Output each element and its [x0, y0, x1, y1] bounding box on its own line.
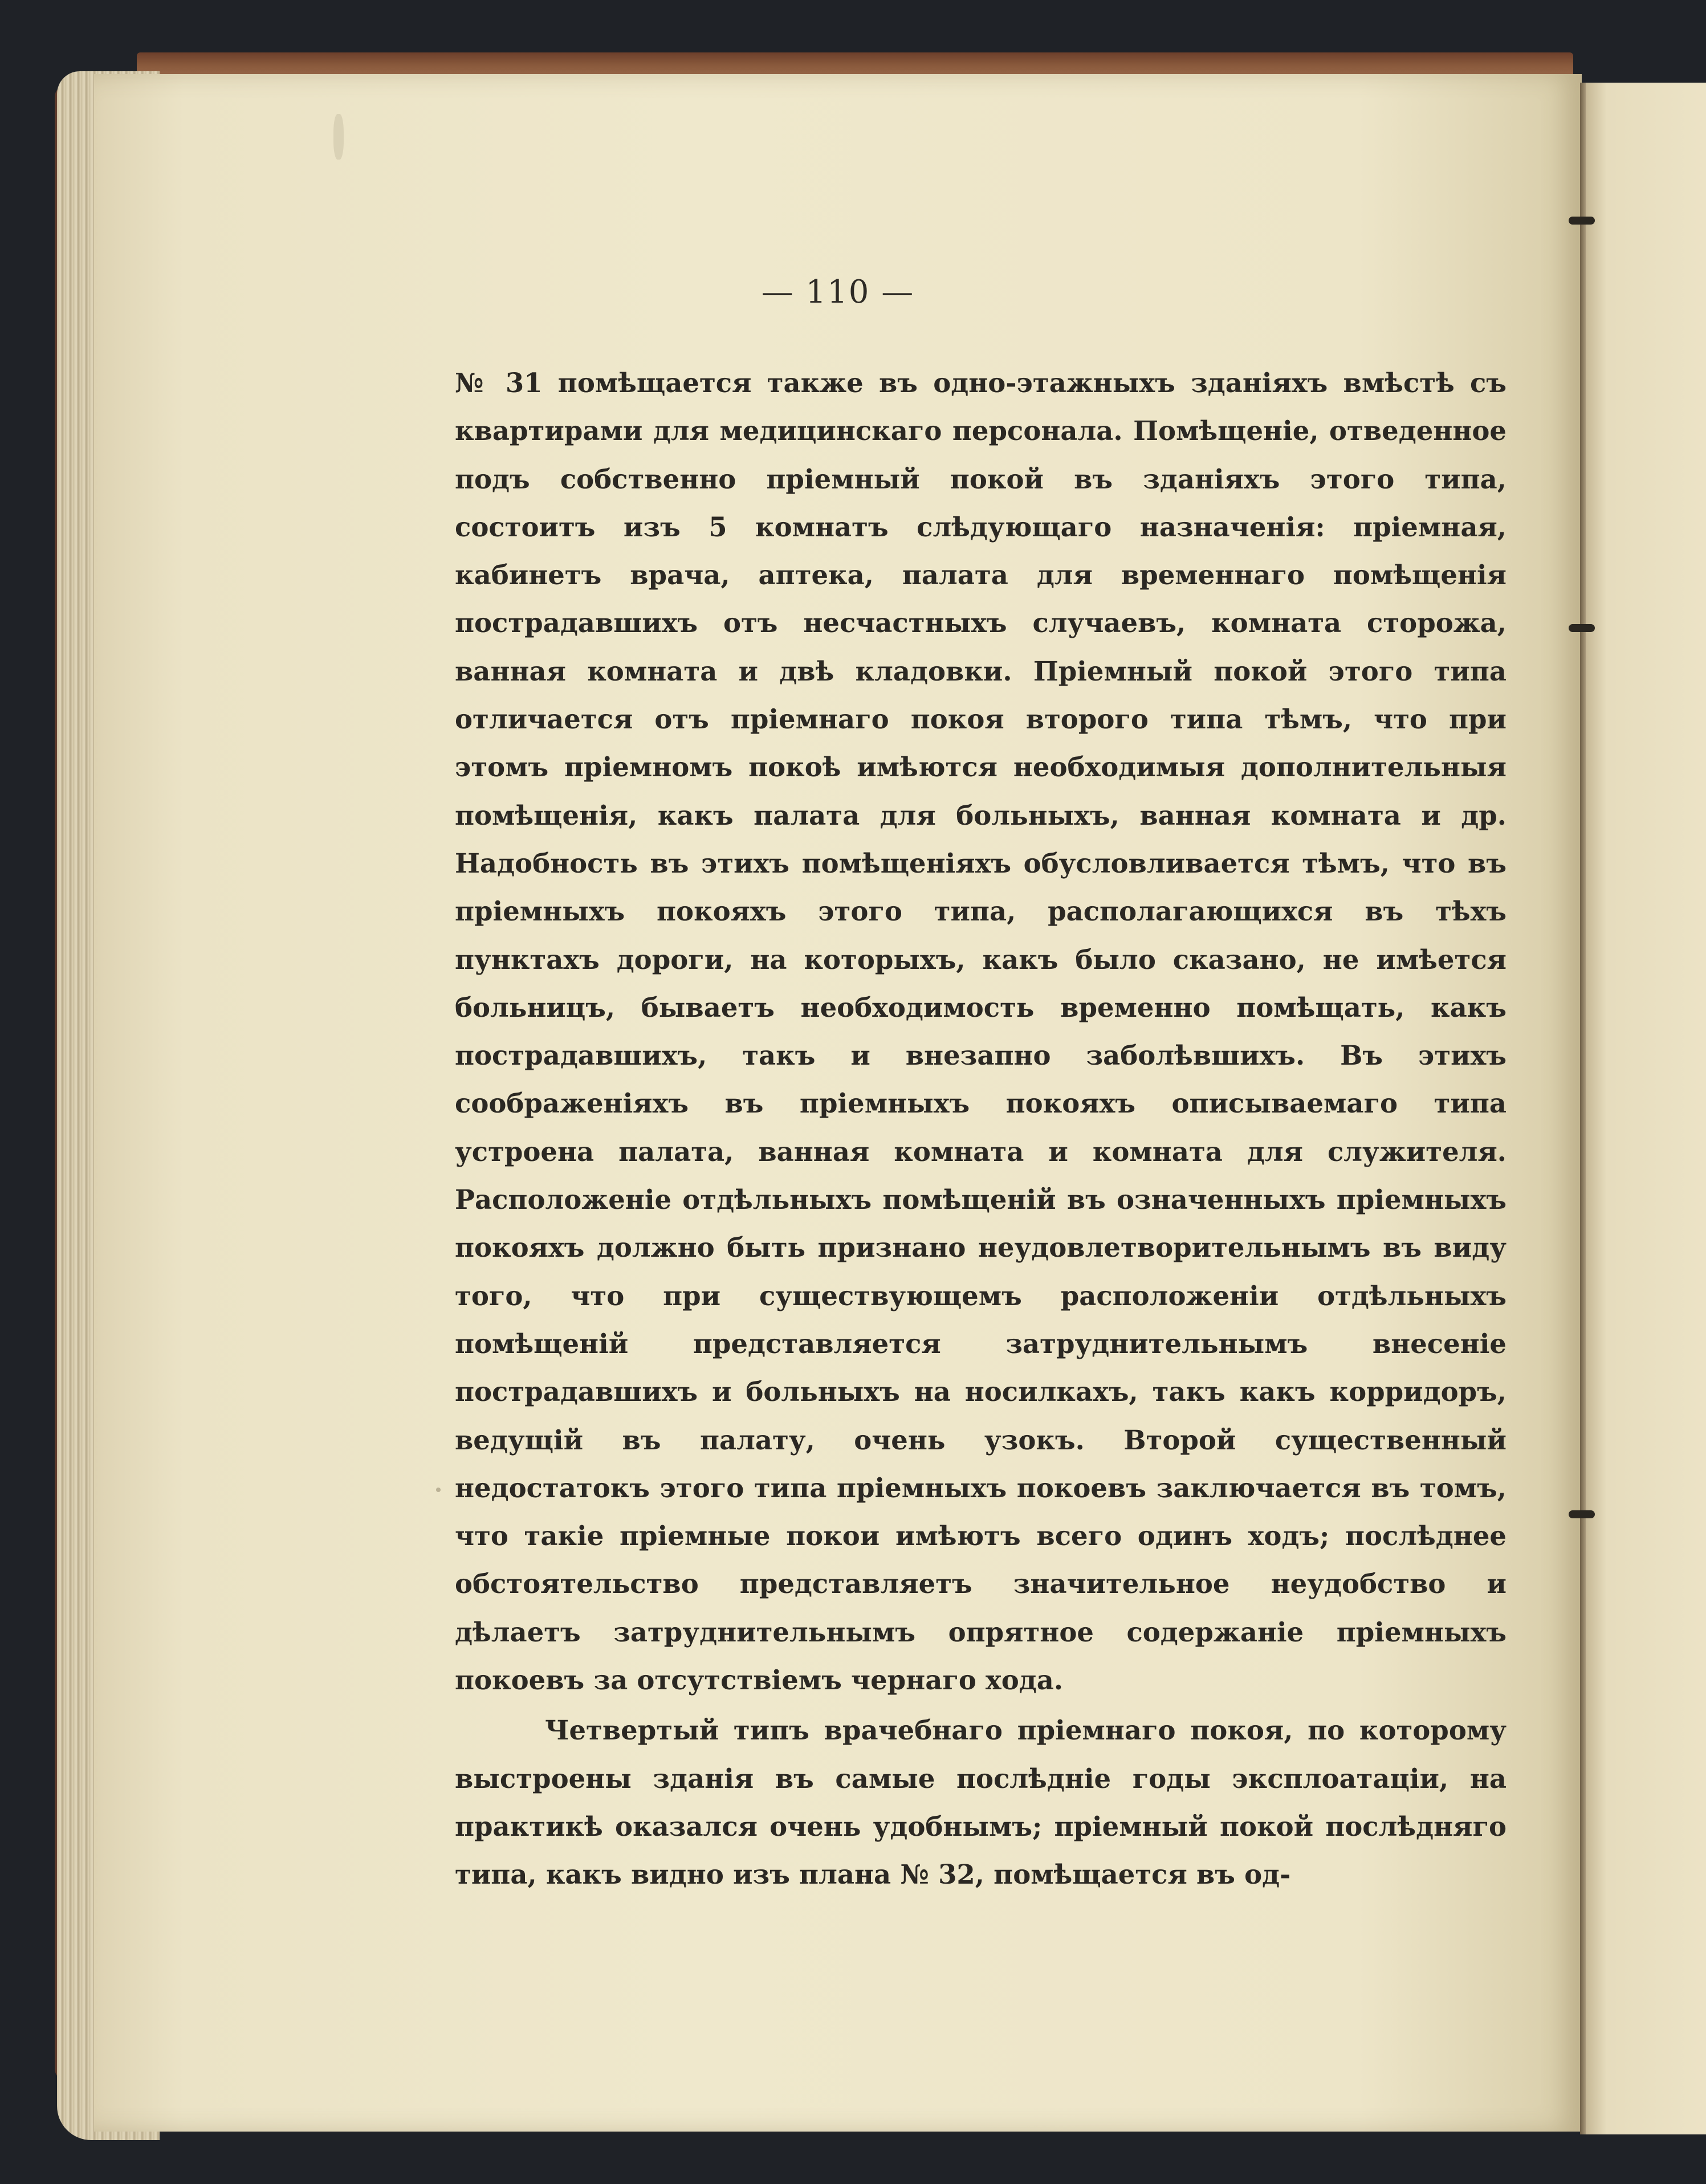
facing-page — [1582, 83, 1706, 2134]
gutter-shadow — [1580, 83, 1586, 2134]
paper-mark — [333, 114, 344, 160]
page-number: — 110 — — [761, 274, 915, 311]
paper-speck — [436, 1488, 441, 1492]
paragraph-2: Четвертый типъ врачебнаго пріемнаго покоя, по которому выстроены зданія въ самые послѣдніе годы эксплоатаціи, на практикѣ оказался очень удобнымъ; пріемный покой послѣдняго типа, какъ видно изъ плана № 32, помѣщается въ од- — [455, 1714, 1507, 1890]
page-body-text — [455, 359, 1507, 1899]
binding-stitch — [1569, 1510, 1595, 1518]
binding-stitch — [1569, 217, 1595, 225]
binding-stitch — [1569, 624, 1595, 632]
book-page — [94, 74, 1582, 2132]
paragraph-1: № 31 помѣщается также въ одно-этажныхъ зданіяхъ вмѣстѣ съ квартирами для медицинскаго персонала. Помѣщеніе, отведенное подъ собственно пріемный покой въ зданіяхъ этого типа, состоитъ изъ 5 комнатъ слѣдующаго назначенія: пріемная, кабинетъ врача, аптека, палата для временнаго помѣщенія пострадавшихъ отъ несчастныхъ случаевъ, комната сторожа, ванная комната и двѣ кладовки. Пріемный покой этого типа отличается отъ пріемнаго покоя второго типа тѣмъ, что при этомъ пріемномъ покоѣ имѣются необходимыя дополнительныя помѣщенія, какъ палата для больныхъ, ванная комната и др. Надобность въ этихъ помѣщеніяхъ обусловливается тѣмъ, что въ пріемныхъ покояхъ этого типа, располагающихся въ тѣхъ пунктахъ дороги, на которыхъ, какъ было сказано, не имѣется больницъ, бываетъ необходимость временно помѣщать, какъ пострадавшихъ, такъ и внезапно заболѣвшихъ. Въ этихъ соображеніяхъ въ пріемныхъ покояхъ описываемаго типа устроена палата, ванная комната и комната для служителя. Расположеніе отдѣльныхъ помѣщеній въ означенныхъ пріемныхъ покояхъ должно быть признано неудовлетворительнымъ въ виду того, что при существующемъ расположеніи отдѣльныхъ помѣщеній представляется затруднительнымъ внесеніе пострадавшихъ и больныхъ на носилкахъ, такъ какъ корридоръ, ведущій въ палату, очень узокъ. Второй существенный недостатокъ этого типа пріемныхъ покоевъ заключается въ томъ, что такіе пріемные покои имѣютъ всего одинъ ходъ; послѣднее обстоятельство представляетъ значительное неудобство и дѣлаетъ затруднительнымъ опрятное содержаніе пріемныхъ покоевъ за отсутствіемъ чернаго хода. — [455, 367, 1507, 1696]
